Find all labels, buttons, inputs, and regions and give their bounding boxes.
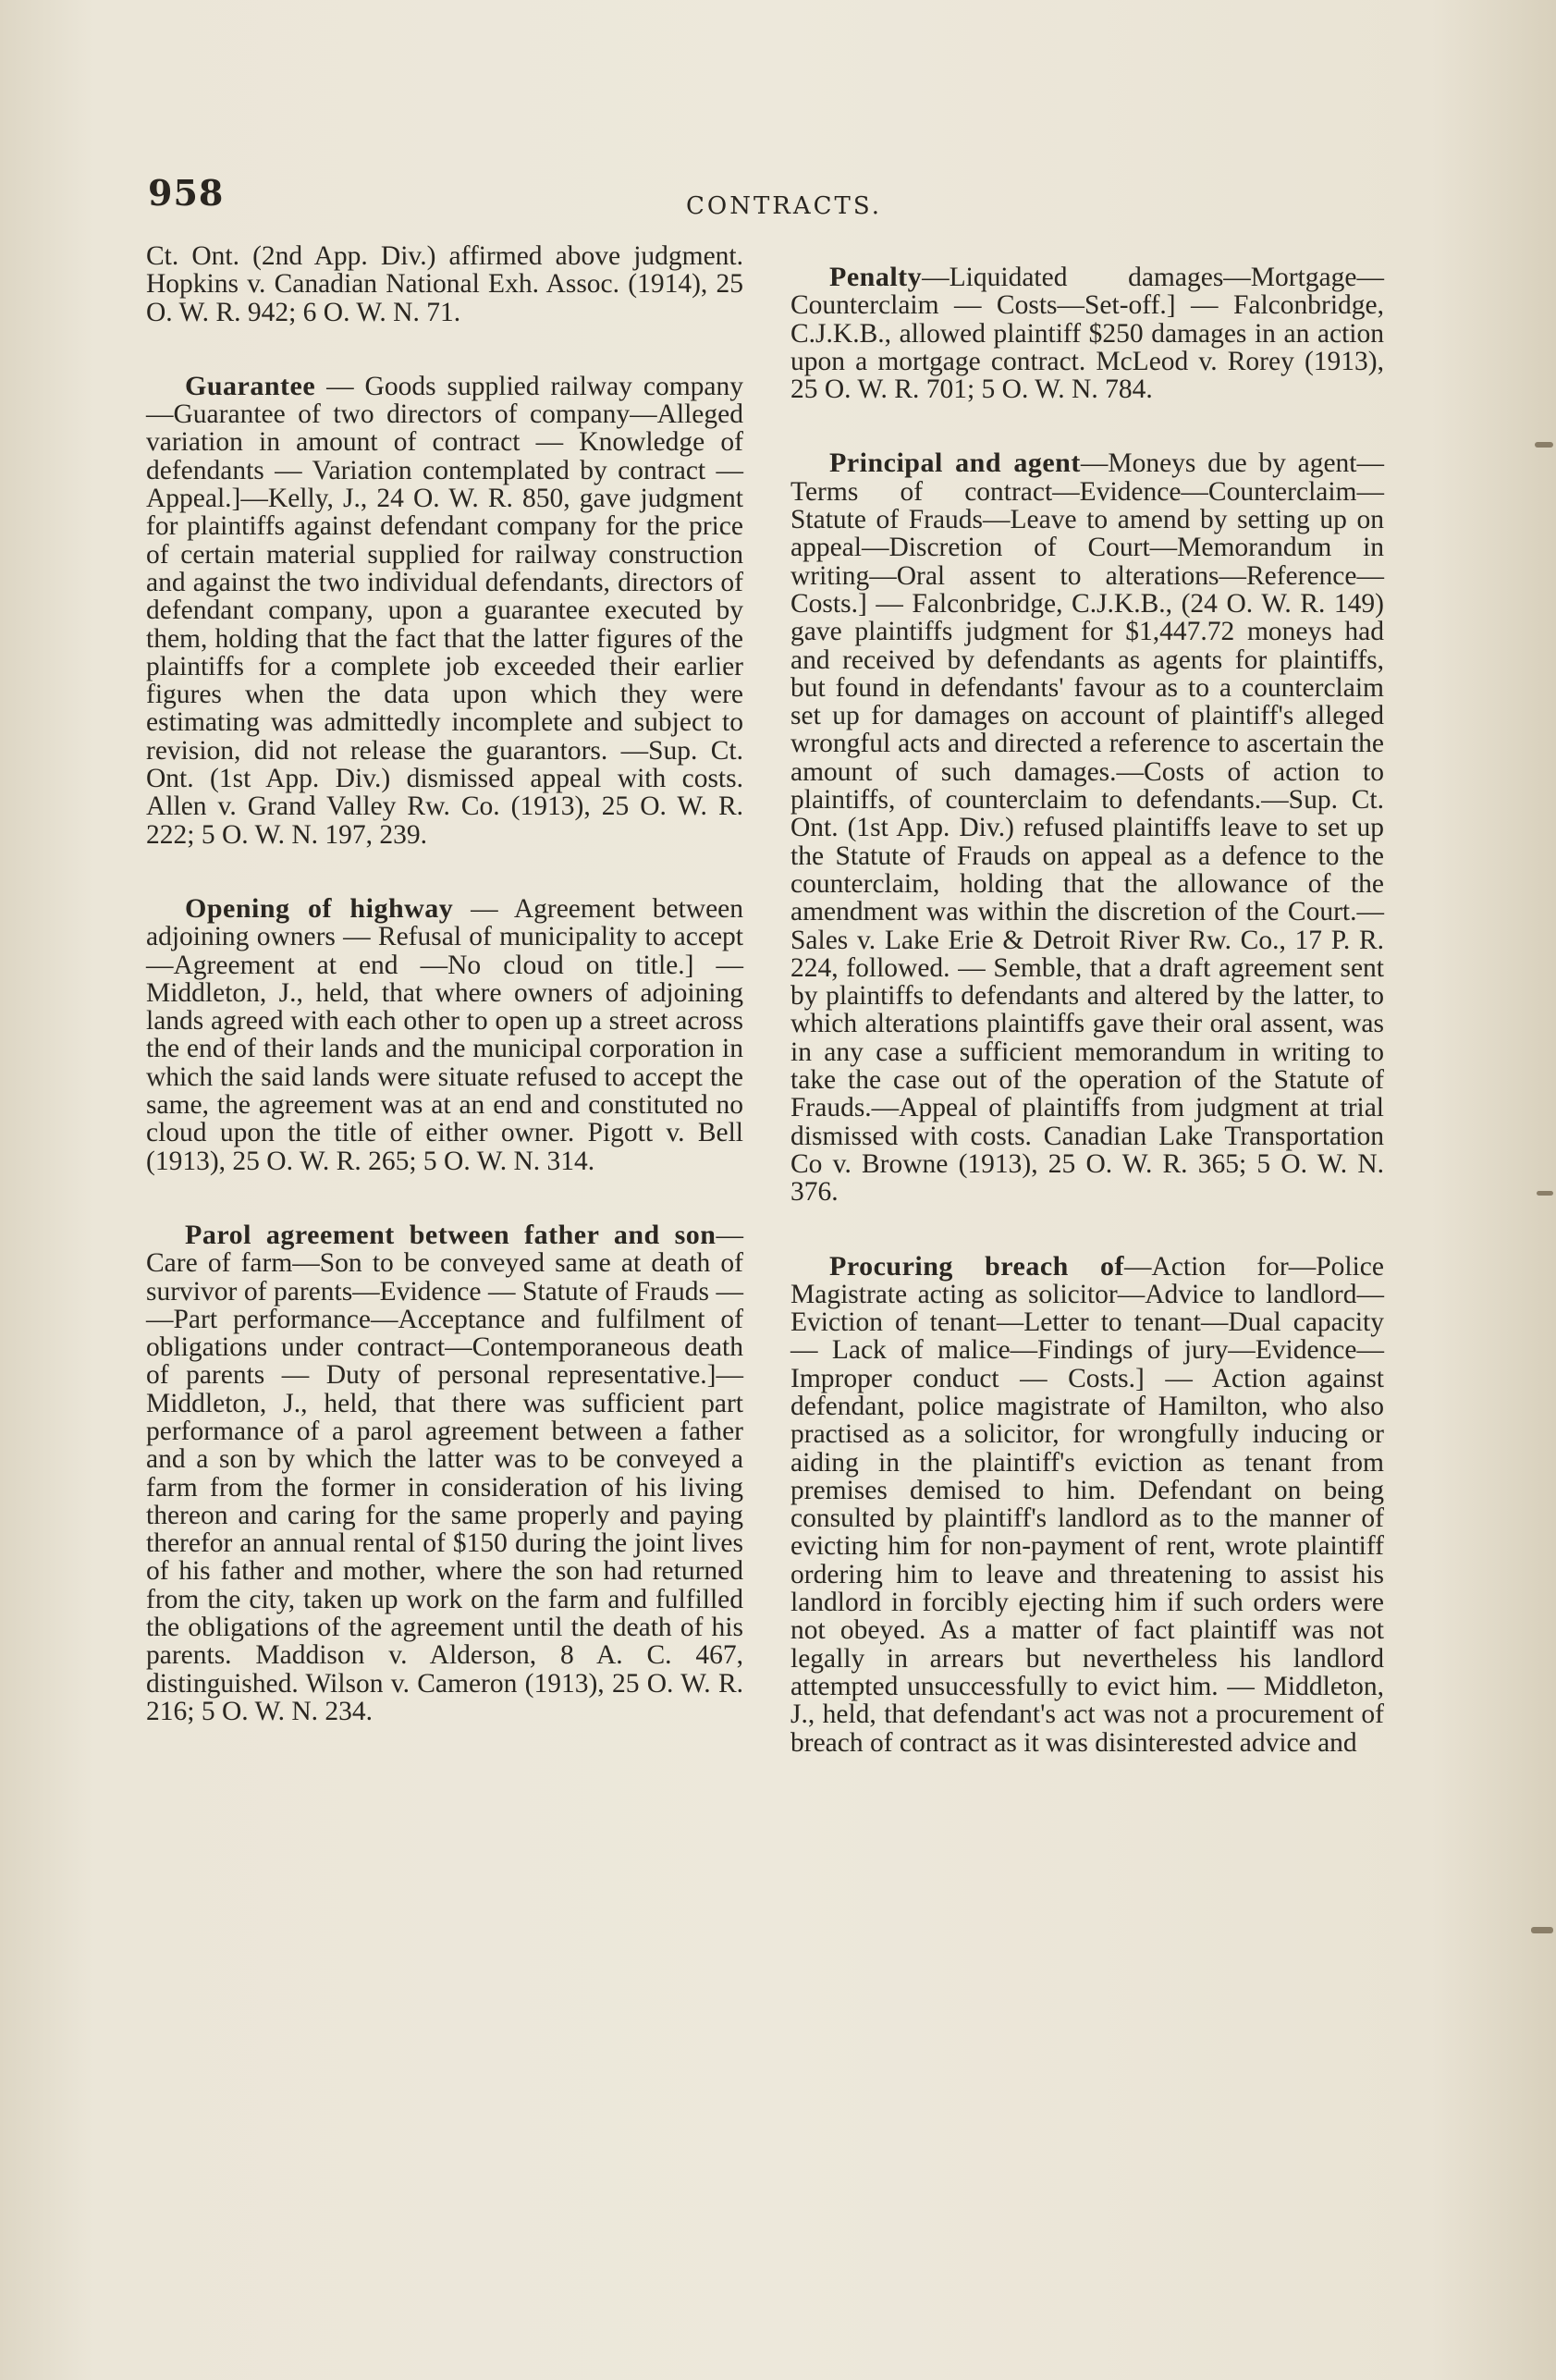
entry-heading: Procuring breach of	[829, 1250, 1125, 1282]
entry-procuring-breach	[790, 1250, 1384, 1758]
entry-text	[790, 449, 1384, 1206]
entry-body: —Care of farm—Son to be conveyed same at death of survivor of parents—Evidence — Statute of Frauds — —Part performance—Acceptance and fulfilment of obligations under contract—Contemporaneous death of parents — Duty of personal representative.]—Middleton, J., held, that there was sufficient part performance of a parol agreement between a father and a son by which the latter was to be conveyed a farm from the former in consideration of his living thereon and caring for the same properly and paying therefor an annual rental of $150 during the joint lives of his father and mother, where the son had returned from the city, taken up work on the farm and fulfilled the obligations of the agreement until the death of his parents. Maddison v. Alderson, 8 A. C. 467, distinguished. Wilson v. Cameron (1913), 25 O. W. R. 216; 5 O. W. N. 234.	[146, 1220, 743, 1726]
entry-heading: Penalty	[829, 262, 923, 292]
entry-continuation	[146, 242, 743, 326]
left-column	[146, 242, 743, 1772]
entry-text	[146, 242, 743, 326]
entry-heading: Guarantee	[185, 370, 316, 401]
entry-body: —Liquidated damages—Mortgage—Counterclaim — Costs—Set-off.] — Falconbridge, C.J.K.B., allowed plaintiff $250 damages in an action upon a mortgage contract. McLeod v. Rorey (1913), 25 O. W. R. 701; 5 O. W. N. 784.	[790, 263, 1384, 405]
entry-text	[146, 370, 743, 850]
entry-guarantee	[146, 370, 743, 850]
entry-text	[146, 1221, 743, 1725]
entry-heading: Principal and agent	[829, 448, 1081, 479]
entry-text	[790, 264, 1384, 403]
entry-heading: Parol agreement between father and son	[185, 1219, 717, 1250]
edge-mark	[1535, 442, 1553, 448]
entry-parol-agreement	[146, 1221, 743, 1725]
right-column	[790, 264, 1384, 1803]
running-head: CONTRACTS.	[686, 192, 883, 220]
entry-body: — Goods supplied railway company—Guarantee of two directors of company—Alleged variation in amount of contract — Knowledge of defendants — Variation contemplated by contract — Appeal.]—Kelly, J., 24 O. W. R. 850, gave judgment for plaintiffs against defendant company for the price of certain material supplied for railway construction and against the two individual defendants, directors of defendant company, upon a guarantee executed by them, holding that the fact that the latter figures of the plaintiffs for a complete job exceeded their earlier figures when the data upon which they were estimating was admittedly incomplete and subject to revision, did not release the guarantors. —Sup. Ct. Ont. (1st App. Div.) dismissed appeal with costs. Allen v. Grand Valley Rw. Co. (1913), 25 O. W. R. 222; 5 O. W. N. 197, 239.	[146, 371, 743, 850]
edge-mark	[1537, 1191, 1553, 1196]
edge-mark	[1531, 1927, 1553, 1933]
entry-body: Ct. Ont. (2nd App. Div.) affirmed above judgment. Hopkins v. Canadian National Exh. Assoc. (1914), 25 O. W. R. 942; 6 O. W. N. 71.	[146, 241, 743, 327]
entry-body: — Agreement between adjoining owners — Refusal of municipality to accept—Agreement at end —No cloud on title.] — Middleton, J., held, that where owners of adjoining lands agreed with each other to open up a street across the end of their lands and the municipal corporation in which the said lands were situate refused to accept the same, the agreement was at an end and constituted no cloud upon the title of either owner. Pigott v. Bell (1913), 25 O. W. R. 265; 5 O. W. N. 314.	[146, 893, 743, 1176]
entry-principal-and-agent	[790, 449, 1384, 1206]
entry-body: —Action for—Police Magistrate acting as solicitor—Advice to landlord—Eviction of tenant—Letter to tenant—Dual capacity — Lack of malice—Findings of jury—Evidence—Improper conduct — Costs.] — Action against defendant, police magistrate of Hamilton, who also practised as a solicitor, for wrongfully inducing or aiding in the plaintiff's eviction as tenant from premises demised to him. Defendant on being consulted by plaintiff's landlord as to the manner of evicting him for non-payment of rent, wrote plaintiff ordering him to leave and threatening to assist his landlord in forcibly ejecting him if such orders were not obeyed. As a matter of fact plaintiff was not legally in arrears but nevertheless his landlord attempted unsuccessfully to evict him. — Middleton, J., held, that defendant's act was not a procurement of breach of contract as it was disinterested advice and	[790, 1251, 1384, 1758]
entry-text	[146, 892, 743, 1176]
entry-penalty	[790, 264, 1384, 403]
page-number: 958	[148, 172, 225, 214]
entry-body: —Moneys due by agent—Terms of contract—Evidence—Counterclaim—Statute of Frauds—Leave to amend by setting up on appeal—Discretion of Court—Memorandum in writing—Oral assent to alterations—Reference—Costs.] — Falconbridge, C.J.K.B., (24 O. W. R. 149) gave plaintiffs judgment for $1,447.72 moneys had and received by defendants as agents for plaintiffs, but found in defendants' favour as to a counterclaim set up for damages on account of plaintiff's alleged wrongful acts and directed a reference to ascertain the amount of such damages.—Costs of action to plaintiffs, of counterclaim to defendants.—Sup. Ct. Ont. (1st App. Div.) refused plaintiffs leave to set up the Statute of Frauds on appeal as a defence to the counterclaim, holding that the allowance of the amendment was within the discretion of the Court.—Sales v. Lake Erie & Detroit River Rw. Co., 17 P. R. 224, followed. — Semble, that a draft agreement sent by plaintiffs to defendants and altered by the latter, to which alterations plaintiffs gave their oral assent, was in any case a sufficient memorandum in writing to take the case out of the operation of the Statute of Frauds.—Appeal of plaintiffs from judgment at trial dismissed with costs. Canadian Lake Transportation Co v. Browne (1913), 25 O. W. R. 365; 5 O. W. N. 376.	[790, 448, 1384, 1208]
entry-opening-of-highway	[146, 892, 743, 1176]
entry-text	[790, 1250, 1384, 1758]
entry-heading: Opening of highway	[185, 892, 454, 924]
